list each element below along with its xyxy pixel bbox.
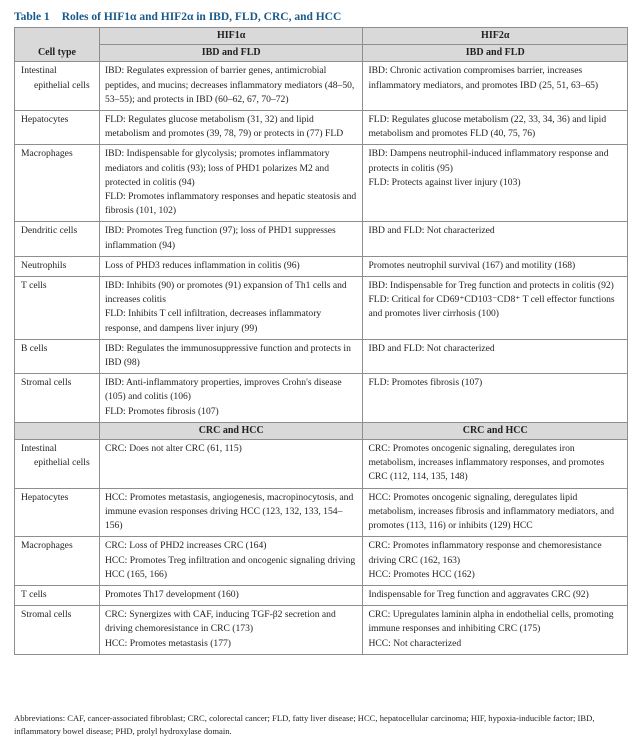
table-row [15, 585, 628, 605]
hif1-finding: FLD: Promotes inflammatory responses and hepatic steatosis and fibrosis (101, 102) [104, 191, 357, 217]
cell-type-label: Stromal cells [21, 377, 72, 389]
table-row [15, 374, 628, 423]
hif1-finding: IBD: Regulates the immunosuppressive function and protects in IBD (98) [104, 342, 351, 369]
cell-type-cell [15, 537, 100, 586]
table-row [15, 606, 628, 655]
cell-type-label: Macrophages [21, 540, 73, 552]
hif2-cell [363, 222, 628, 256]
hif1-finding: HCC: Promotes metastasis (177) [104, 637, 231, 649]
hif1-header: HIF1α [99, 28, 363, 45]
hif2-finding: CRC: Promotes inflammatory response and chemoresistance driving CRC (162, 163) [368, 540, 602, 566]
hif2-header: HIF2α [363, 28, 628, 45]
hif2-cell [363, 256, 628, 276]
group2-header-blank [15, 422, 100, 439]
hif2-finding: FLD: Regulates glucose metabolism (22, 33, 34, 36) and lipid metabolism and promotes FLD (40, 75, 76) [368, 114, 607, 140]
table-row [15, 339, 628, 373]
cell-type-header: Cell type [15, 28, 100, 62]
table-row [15, 256, 628, 276]
group2-header-hif1: CRC and HCC [99, 422, 363, 439]
cell-type-label: Hepatocytes [21, 114, 69, 126]
cell-type-cell [15, 256, 100, 276]
group-header-row [15, 45, 628, 62]
hif2-cell [363, 440, 628, 489]
hif2-finding: HCC: Promotes HCC (162) [368, 568, 475, 580]
hif1-finding: CRC: Loss of PHD2 increases CRC (164) [104, 540, 267, 552]
table-row [15, 440, 628, 489]
cell-type-cell [15, 440, 100, 489]
cell-type-cell [15, 145, 100, 222]
cell-type-label: T cells [21, 280, 47, 292]
cell-type-label-cont: epithelial cells [34, 457, 90, 469]
hif1-cell [99, 606, 363, 655]
hif2-cell [363, 585, 628, 605]
hif1-cell [99, 374, 363, 423]
hif2-cell [363, 339, 628, 373]
cell-type-cell [15, 62, 100, 111]
hif1-finding: FLD: Inhibits T cell infiltration, decreases inflammatory response, and dampens liver injury (99) [104, 308, 322, 334]
hif2-finding: FLD: Critical for CD69⁺CD103⁻CD8⁺ T cell effector functions and promotes liver cirrhosis (100) [368, 294, 615, 320]
hif1-finding: IBD: Indispensable for glycolysis; promotes inflammatory mediators and colitis (93); loss of PHD1 polarizes M2 and protected in colitis (94) [104, 148, 330, 188]
hif2-finding: Indispensable for Treg function and aggravates CRC (92) [368, 588, 589, 600]
cell-type-cell [15, 585, 100, 605]
table-title [14, 11, 341, 23]
table-row [15, 537, 628, 586]
hif1-finding: FLD: Promotes fibrosis (107) [104, 405, 219, 417]
cell-type-cell [15, 606, 100, 655]
table-row [15, 222, 628, 256]
table-title-text: Roles of HIF1α and HIF2α in IBD, FLD, CRC, and HCC [61, 11, 342, 23]
hif1-cell [99, 62, 363, 111]
hif2-cell [363, 145, 628, 222]
hif1-finding: HCC: Promotes metastasis, angiogenesis, macropinocytosis, and immune evasion responses driving HCC (123, 132, 133, 154–156) [104, 491, 354, 532]
hif2-cell [363, 537, 628, 586]
hif2-finding: CRC: Promotes oncogenic signaling, deregulates iron metabolism, increases inflammatory responses, and promotes CRC (112, 114, 135, 148) [368, 443, 605, 483]
table-row [15, 277, 628, 340]
hif2-finding: Promotes neutrophil survival (167) and motility (168) [368, 259, 576, 271]
hif1-finding: Loss of PHD3 reduces inflammation in colitis (96) [104, 259, 300, 271]
cell-type-cell [15, 374, 100, 423]
table-row [15, 111, 628, 145]
hif1-cell [99, 585, 363, 605]
hif1-cell [99, 488, 363, 537]
table-number: Table 1 [14, 11, 50, 23]
cell-type-cell [15, 277, 100, 340]
header-row [15, 28, 628, 45]
cell-type-label: Intestinal [21, 65, 57, 77]
ibd-fld-section [15, 62, 628, 422]
hif2-finding: HCC: Promotes oncogenic signaling, deregulates lipid metabolism, increases fibrosis and inflammatory mediators, and promotes (113, 116) or inhibits (129) HCC [368, 491, 615, 532]
cell-type-label-cont: epithelial cells [34, 79, 90, 91]
footnote: Abbreviations: CAF, cancer-associated fibroblast; CRC, colorectal cancer; FLD, fatty liver disease; HCC, hepatocellular carcinoma; HIF, hypoxia-inducible factor; IBD, inflammatory bowel disease; PHD, prolyl hydroxylase domain. [14, 713, 595, 736]
hif1-finding: CRC: Does not alter CRC (61, 115) [104, 443, 242, 455]
hif1-cell [99, 440, 363, 489]
hif2-finding: IBD: Dampens neutrophil-induced inflammatory response and protects in colitis (95) [368, 148, 609, 174]
hif1-cell [99, 339, 363, 373]
hif1-cell [99, 277, 363, 340]
cell-type-label: Dendritic cells [21, 225, 78, 237]
cell-type-cell [15, 111, 100, 145]
cell-type-cell [15, 339, 100, 373]
hif2-finding: IBD and FLD: Not characterized [368, 225, 495, 237]
cell-type-label: Stromal cells [21, 609, 72, 621]
hif2-finding: IBD and FLD: Not characterized [368, 342, 495, 354]
cell-type-cell [15, 488, 100, 537]
crc-hcc-section [15, 440, 628, 655]
hif1-finding: CRC: Synergizes with CAF, inducing TGF-β2 secretion and driving chemoresistance in CRC (173) [104, 609, 336, 635]
group1-header-hif1: IBD and FLD [99, 45, 363, 62]
table-row [15, 62, 628, 111]
hif2-finding: CRC: Upregulates laminin alpha in endothelial cells, promoting immune responses and inhibiting CRC (175) [368, 609, 614, 635]
hif2-finding: IBD: Chronic activation compromises barrier, increases inflammatory mediators, and promotes IBD (25, 51, 63–65) [368, 65, 599, 91]
hif2-cell [363, 111, 628, 145]
hif1-finding: FLD: Regulates glucose metabolism (31, 32) and lipid metabolism and promotes (39, 78, 79) or protects in (77) FLD [104, 114, 344, 140]
hif2-cell [363, 606, 628, 655]
hif1-finding: IBD: Regulates expression of barrier genes, antimicrobial peptides, and mucins; decreases inflammatory mediators (48–50, 53–55); and protects in IBD (60–62, 67, 70–72) [104, 65, 355, 105]
cell-type-cell [15, 222, 100, 256]
hif2-finding: IBD: Indispensable for Treg function and protects in colitis (92) [368, 280, 614, 292]
group1-header-hif2: IBD and FLD [363, 45, 628, 62]
hif2-cell [363, 277, 628, 340]
cell-type-label: Macrophages [21, 148, 73, 160]
hif1-finding: IBD: Anti-inflammatory properties, improves Crohn's disease (105) and colitis (106) [104, 377, 342, 403]
hif2-cell [363, 488, 628, 537]
hif2-finding: FLD: Protects against liver injury (103) [368, 176, 521, 188]
hif1-cell [99, 256, 363, 276]
hif1-cell [99, 145, 363, 222]
hif1-cell [99, 111, 363, 145]
hif1-cell [99, 537, 363, 586]
group2-header-section [15, 422, 628, 439]
hif2-finding: FLD: Promotes fibrosis (107) [368, 377, 483, 389]
cell-type-label: B cells [21, 342, 48, 354]
hif2-cell [363, 62, 628, 111]
hif1-finding: IBD: Promotes Treg function (97); loss of PHD1 suppresses inflammation (94) [104, 225, 336, 251]
hif1-finding: IBD: Inhibits (90) or promotes (91) expansion of Th1 cells and increases colitis [104, 280, 347, 306]
group2-header-hif2: CRC and HCC [363, 422, 628, 439]
hif2-finding: HCC: Not characterized [368, 637, 462, 649]
group2-header-row [15, 422, 628, 439]
cell-type-label: Neutrophils [21, 259, 67, 271]
cell-type-label: Hepatocytes [21, 491, 69, 503]
cell-type-label: Intestinal [21, 443, 57, 455]
hif2-cell [363, 374, 628, 423]
table-row [15, 145, 628, 222]
cell-type-label: T cells [21, 588, 47, 600]
hif1-finding: HCC: Promotes Treg infiltration and oncogenic signaling driving HCC (165, 166) [104, 554, 356, 580]
hif1-finding: Promotes Th17 development (160) [104, 588, 239, 600]
roles-table [14, 27, 628, 655]
table-row [15, 488, 628, 537]
hif1-cell [99, 222, 363, 256]
